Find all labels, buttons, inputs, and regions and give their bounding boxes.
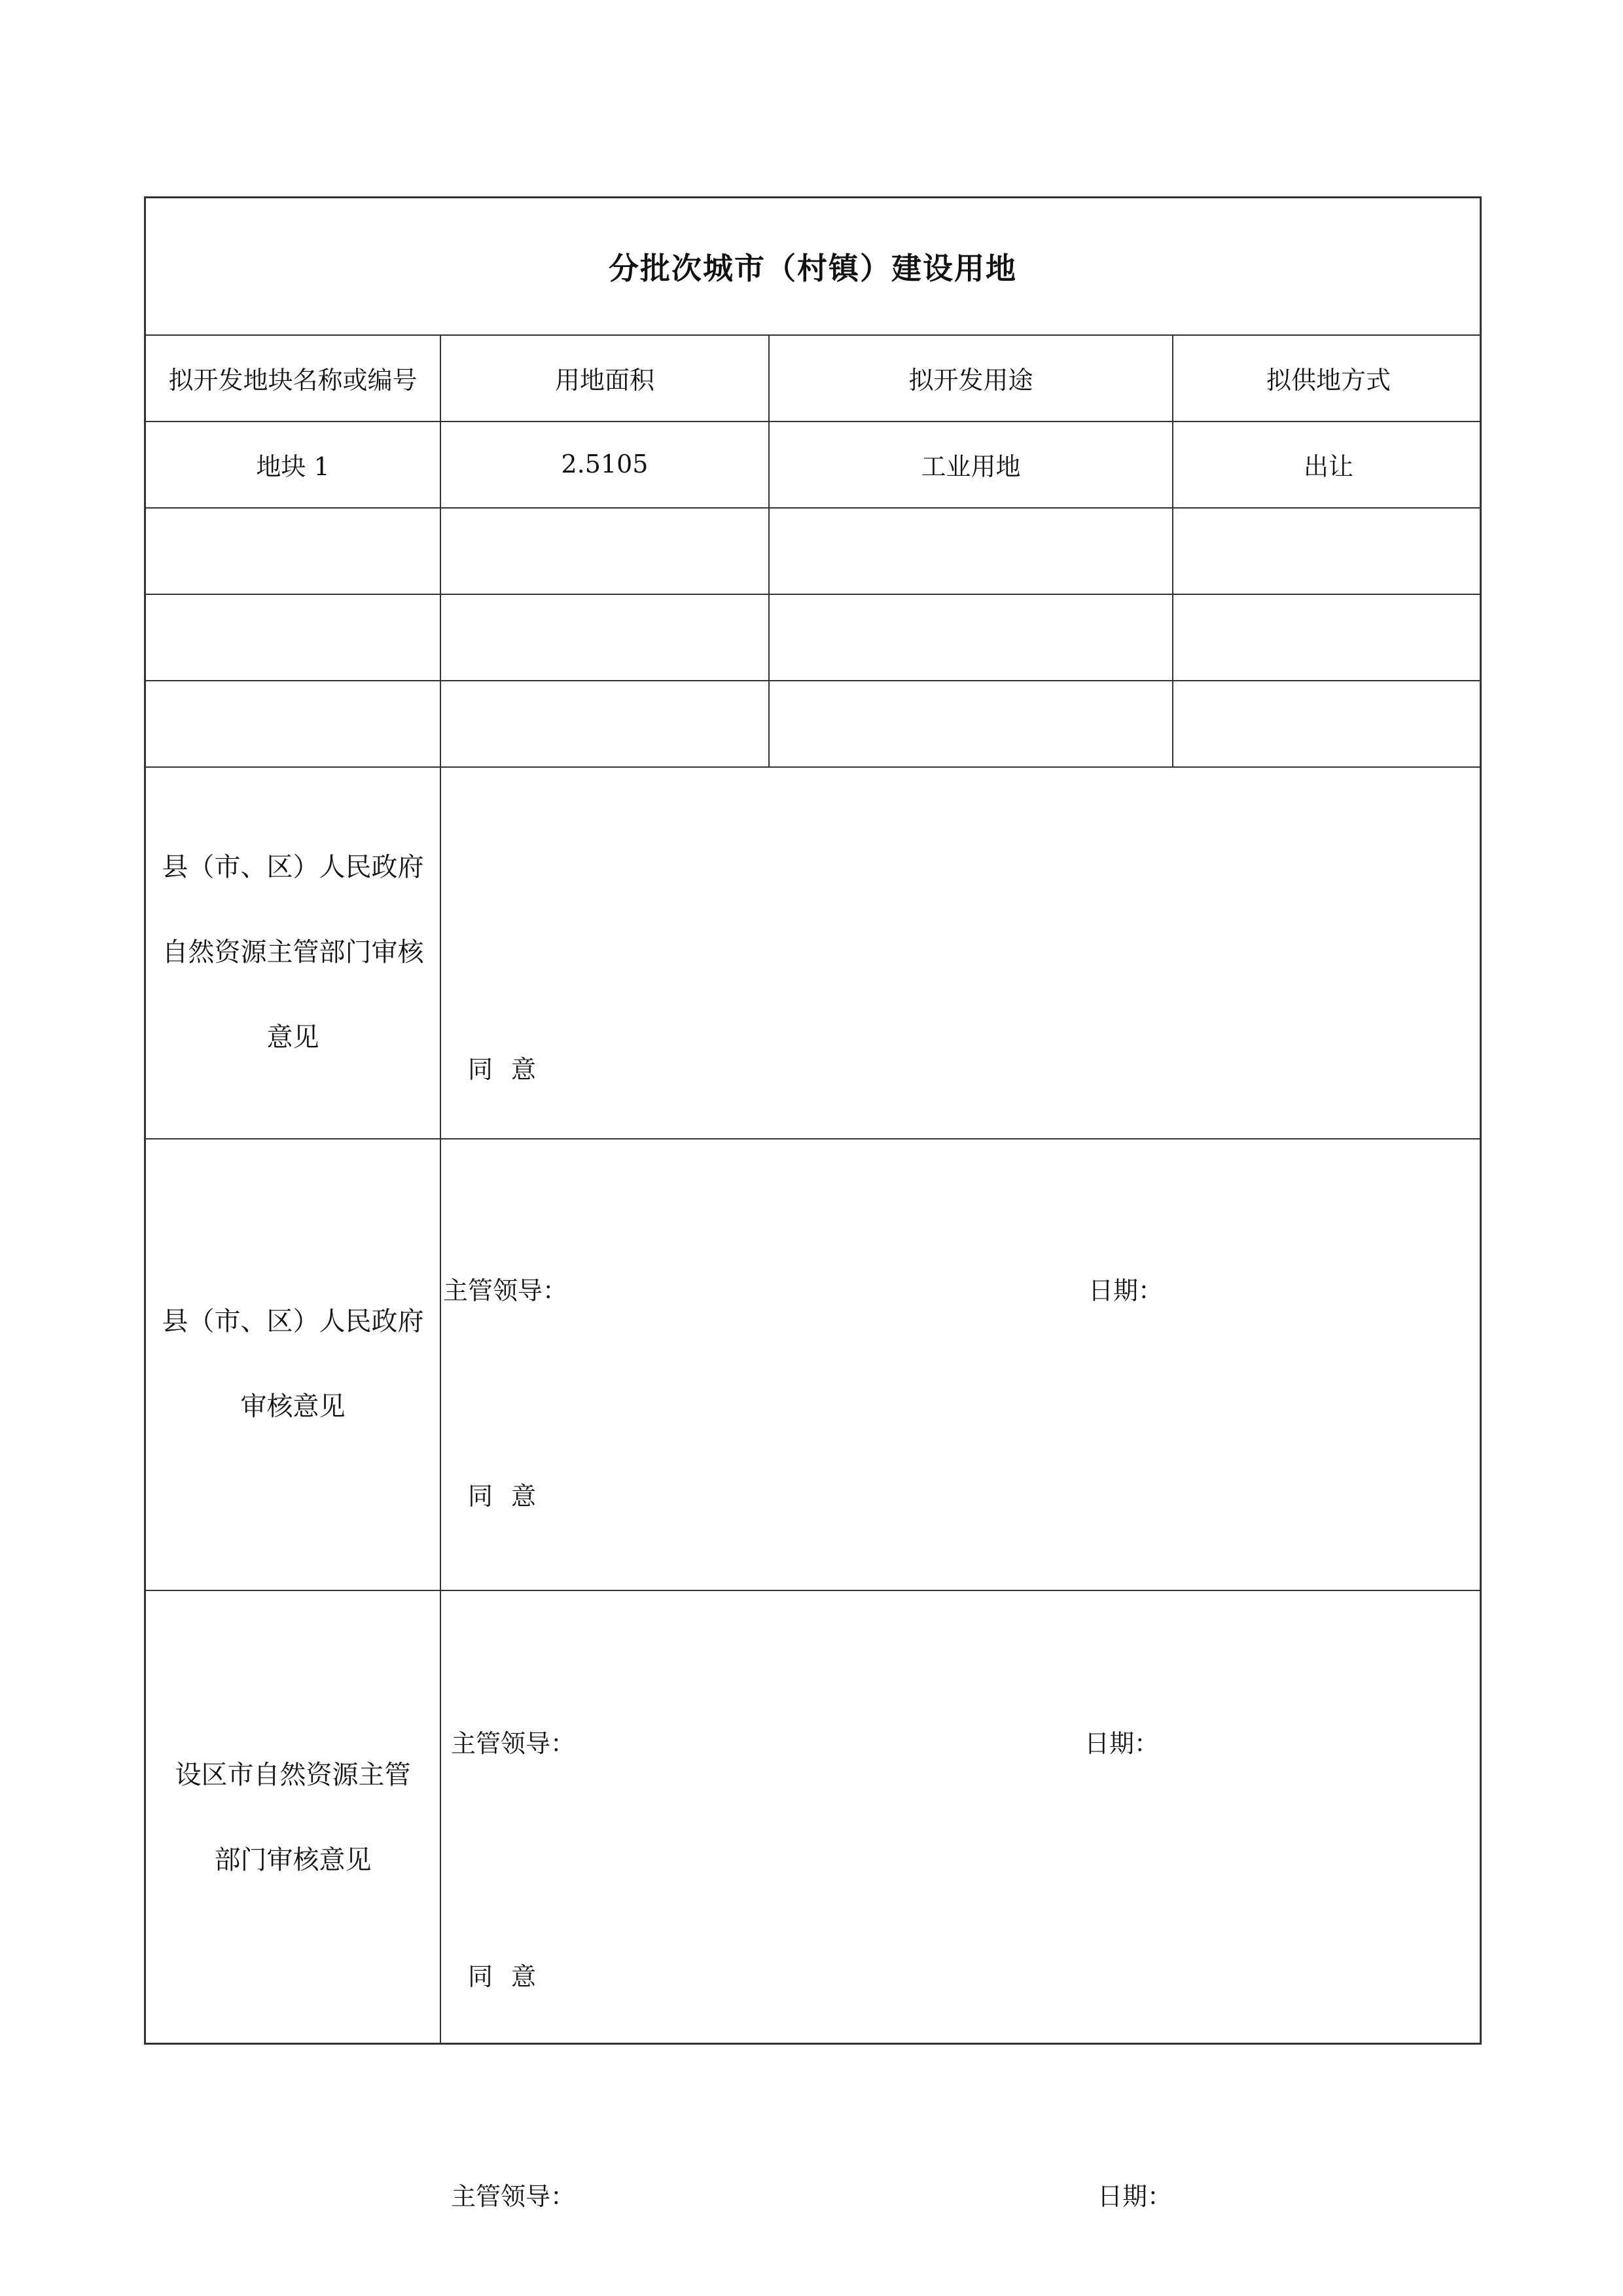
form-title: 分批次城市（村镇）建设用地 xyxy=(609,251,1017,286)
table-cell-empty xyxy=(1173,507,1484,594)
column-header: 拟开发用途 xyxy=(908,365,1033,395)
column-header: 拟开发地块名称或编号 xyxy=(168,365,418,395)
table-cell-parcel-name: 地块 1 xyxy=(256,452,330,481)
leader-label: 主管领导： xyxy=(443,1276,568,1305)
table-cell-empty xyxy=(1173,594,1484,680)
label-line: 意见 xyxy=(266,1022,319,1052)
table-cell-empty xyxy=(770,507,1172,594)
land-use-form-table xyxy=(144,196,1482,2211)
table-cell-empty xyxy=(146,507,440,594)
column-header: 拟供地方式 xyxy=(1266,365,1391,395)
opinion-text: 同意 xyxy=(468,1962,555,1991)
label-line: 部门审核意见 xyxy=(214,1844,372,1875)
table-cell-empty xyxy=(146,594,440,680)
table-cell-use: 工业用地 xyxy=(921,452,1021,481)
review-section-label xyxy=(146,1138,440,1590)
date-label: 日期： xyxy=(1088,1276,1164,1305)
table-cell-empty xyxy=(770,680,1172,766)
table-cell-empty xyxy=(1173,680,1484,766)
table-cell-empty xyxy=(441,507,768,594)
column-header: 用地面积 xyxy=(554,365,654,395)
date-label: 日期： xyxy=(1097,2182,1173,2211)
label-line: 审核意见 xyxy=(240,1391,346,1422)
leader-label: 主管领导： xyxy=(451,2182,576,2211)
opinion-text: 同意 xyxy=(468,1055,555,1084)
table-cell-empty xyxy=(441,680,768,766)
label-line: 设区市自然资源主管 xyxy=(175,1759,411,1790)
review-section-label xyxy=(146,1590,440,2045)
label-line: 自然资源主管部门审核 xyxy=(162,937,424,967)
table-cell-area: 2.5105 xyxy=(561,450,649,478)
table-cell-empty xyxy=(770,594,1172,680)
opinion-text: 同意 xyxy=(468,1482,555,1511)
label-line: 县（市、区）人民政府 xyxy=(162,1306,424,1336)
table-cell-supply-method: 出让 xyxy=(1303,452,1353,481)
table-cell-empty xyxy=(146,680,440,766)
label-line: 县（市、区）人民政府 xyxy=(162,852,424,882)
leader-label: 主管领导： xyxy=(451,1729,576,1758)
review-section-label xyxy=(146,766,440,1138)
table-cell-empty xyxy=(441,594,768,680)
date-label: 日期： xyxy=(1084,1729,1160,1758)
